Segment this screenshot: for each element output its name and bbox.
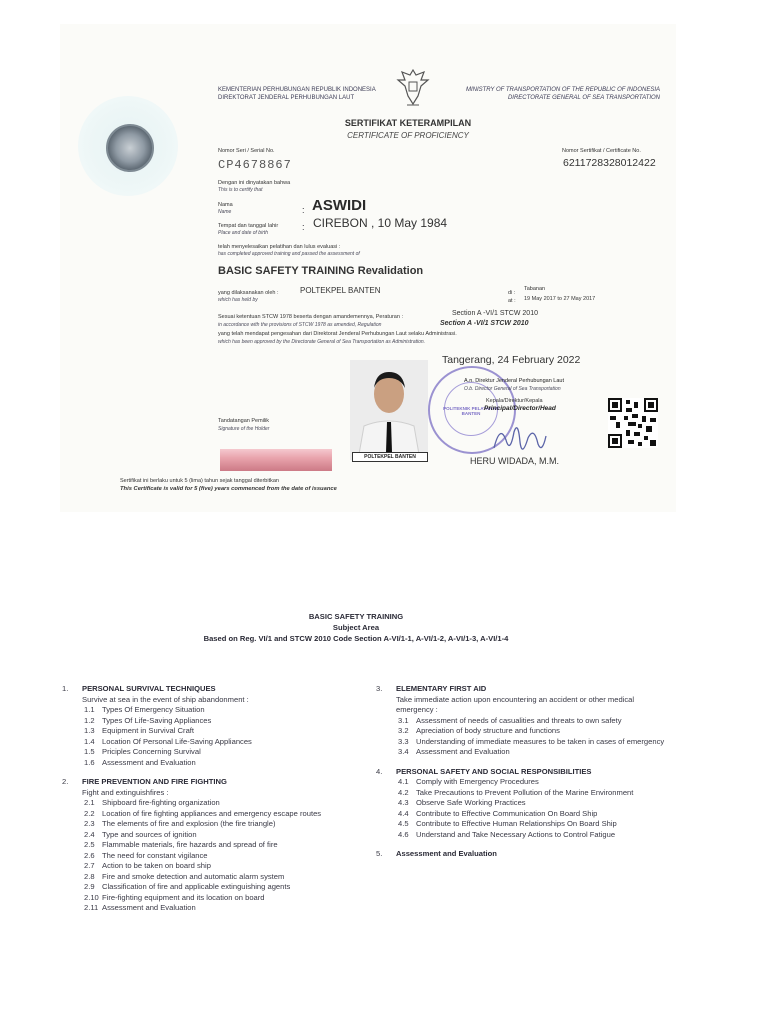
list-item: [376, 819, 668, 830]
certify-id: Dengan ini dinyatakan bahwa: [218, 180, 291, 186]
validity-id: Sertifikat ini berlaku untuk 5 (lima) tahun sejak tanggal diterbitkan: [120, 478, 279, 484]
section-heading: [62, 684, 362, 695]
period-label: at :: [508, 298, 516, 304]
serial-label: Nomor Seri / Serial No.: [218, 148, 275, 154]
at-value: Tabanan: [524, 286, 546, 292]
security-strip: [220, 449, 332, 471]
syllabus-section: [376, 767, 668, 841]
directorate-id: DIREKTORAT JENDERAL PERHUBUNGAN LAUT: [218, 95, 355, 101]
item-number: 3.1: [398, 715, 409, 725]
section-intro: Fight and extinguishfires :: [82, 787, 169, 797]
item-text: Type and sources of ignition: [102, 829, 197, 839]
list-item: [62, 726, 362, 737]
list-item: [62, 798, 362, 809]
list-item: [376, 737, 668, 748]
cert-no-label: Nomor Sertifikat / Certificate No.: [562, 148, 641, 154]
item-number: 2.7: [84, 861, 95, 870]
course-name: BASIC SAFETY TRAINING Revalidation: [218, 265, 424, 277]
section-heading: [376, 849, 668, 860]
list-item: [62, 851, 362, 862]
item-text: Fire-fighting equipment and its location on board: [102, 892, 265, 902]
completed-en: has completed approved training and passed the assessment of: [218, 251, 360, 257]
item-text: Understanding of immediate measures to be taken in cases of emergency: [416, 736, 665, 746]
approved-en: which has been approved by the Directorate General of Sea Transportation as Administration.: [218, 339, 426, 345]
syllabus-subtitle: Subject Area: [332, 623, 380, 632]
item-number: 4.1: [398, 777, 409, 786]
item-text: The need for constant vigilance: [102, 850, 208, 860]
section-heading-text: PERSONAL SURVIVAL TECHNIQUES: [82, 684, 216, 693]
item-number: 2.10: [84, 892, 99, 902]
item-number: 2.3: [84, 819, 95, 828]
item-text: Types Of Life-Saving Appliances: [102, 715, 212, 725]
item-number: 2.8: [84, 871, 95, 881]
certificate-number: 6211728328012422: [563, 157, 656, 169]
syllabus-section: [376, 849, 668, 860]
holder-name: ASWIDI: [312, 197, 367, 214]
certify-en: This is to certify that: [218, 187, 263, 193]
period-value: 19 May 2017 to 27 May 2017: [524, 296, 596, 302]
held-by-value: POLTEKPEL BANTEN: [300, 286, 381, 295]
holder-photo: [350, 360, 428, 460]
item-number: 2.11: [84, 903, 99, 912]
list-item: [376, 809, 668, 820]
item-text: Fire and smoke detection and automatic alarm system: [102, 871, 285, 881]
list-item: [62, 903, 362, 914]
item-text: Action to be taken on board ship: [102, 861, 211, 870]
item-number: 2.4: [84, 829, 95, 839]
certificate-title: SERTIFIKAT KETERAMPILAN: [344, 118, 472, 128]
item-text: Classification of fire and applicable extinguishing agents: [102, 882, 291, 891]
item-text: Contribute to Effective Human Relationships On Board Ship: [416, 819, 617, 828]
list-item: [62, 737, 362, 748]
section-heading-text: FIRE PREVENTION AND FIRE FIGHTING: [82, 777, 227, 786]
held-by-label: yang dilaksanakan oleh :: [218, 290, 279, 296]
item-text: Equipment in Survival Craft: [102, 726, 195, 735]
section-intro: Take immediate action upon encountering an accident or other medical emergency :: [396, 694, 635, 714]
item-text: Types Of Emergency Situation: [102, 705, 205, 714]
sign-title-2: O.b. Director General of Sea Transportation: [464, 386, 561, 392]
item-number: 1.1: [84, 705, 95, 714]
list-item: [376, 716, 668, 727]
birth-label: Tempat dan tanggal lahir: [218, 223, 279, 229]
item-number: 3.3: [398, 736, 409, 746]
signer-name: HERU WIDADA, M.M.: [470, 456, 559, 466]
approved-id: yang telah mendapat pengesahan dari Direktorat Jenderal Perhubungan Laut selaku Administrasi.: [218, 331, 457, 337]
section-number: 3.: [376, 684, 383, 693]
sign-title-1: A.n. Direktur Jenderal Perhubungan Laut: [464, 378, 564, 384]
ministry-en: MINISTRY OF TRANSPORTATION OF THE REPUBLIC OF INDONESIA: [465, 87, 660, 93]
item-number: 4.6: [398, 829, 409, 839]
name-label: Nama: [218, 202, 233, 208]
section-heading-text: ELEMENTARY FIRST AID: [396, 684, 487, 693]
stcw-line-en: in accordance with the provisions of STCW 1978 as amended, Regulation: [218, 322, 382, 328]
certificate-subtitle: CERTIFICATE OF PROFICIENCY: [347, 131, 469, 140]
section-heading: [376, 767, 668, 778]
photo-tag: POLTEKPEL BANTEN: [352, 452, 428, 462]
list-item: [62, 872, 362, 883]
list-item: [62, 716, 362, 727]
section-number: 2.: [62, 777, 69, 786]
list-item: [376, 777, 668, 788]
validity-en: This Certificate is valid for 5 (five) years commenced from the date of issuance: [120, 486, 337, 492]
birth-place-date: CIREBON , 10 May 1984: [313, 216, 448, 230]
item-number: 2.2: [84, 808, 95, 818]
item-text: Assessment of needs of casualities and threats to own safety: [416, 715, 622, 725]
list-item: [62, 893, 362, 904]
name-label-en: Name: [218, 209, 232, 215]
birth-label-en: Place and date of birth: [218, 230, 269, 236]
item-number: 1.4: [84, 736, 95, 746]
item-text: Assessment and Evaluation: [102, 903, 196, 912]
item-text: Understand and Take Necessary Actions to Control Fatigue: [416, 829, 616, 839]
item-number: 2.9: [84, 882, 95, 891]
list-item: [62, 758, 362, 769]
hologram-seal: [78, 96, 178, 196]
qr-code-icon: [608, 398, 658, 448]
item-number: 1.6: [84, 757, 95, 767]
item-text: Comply with Emergency Procedures: [416, 777, 539, 786]
list-item: [376, 788, 668, 799]
list-item: [376, 830, 668, 841]
serial-number: CP4678867: [218, 158, 292, 172]
section-heading: [376, 684, 668, 695]
item-text: Priciples Concerning Survival: [102, 747, 201, 756]
item-text: Apreciation of body structure and functions: [416, 726, 560, 735]
issue-place-date: Tangerang, 24 February 2022: [442, 354, 581, 366]
item-number: 4.5: [398, 819, 409, 828]
stcw-line-id: Sesuai ketentuan STCW 1978 beserta dengan amandemennya, Peraturan :: [218, 314, 403, 320]
item-text: Location Of Personal Life-Saving Appliances: [102, 736, 252, 746]
list-item: [376, 798, 668, 809]
completed-id: telah menyelesaikan pelatihan dan lulus evaluasi :: [218, 244, 341, 250]
syllabus-left-column: [62, 684, 362, 923]
item-text: Flammable materials, fire hazards and spread of fire: [102, 840, 278, 849]
holder-sig-label: Tandatangan Pemilik: [218, 418, 270, 424]
item-text: Take Precautions to Prevent Pollution of the Marine Environment: [416, 787, 634, 797]
sign-title-4: Principal/Director/Head: [484, 405, 556, 412]
list-item: [62, 882, 362, 893]
item-number: 3.2: [398, 726, 409, 735]
list-item: [62, 819, 362, 830]
directorate-en: DIRECTORATE GENERAL OF SEA TRANSPORTATION: [507, 95, 660, 101]
syllabus-section: [62, 777, 362, 914]
sign-title-3: Kepala/Direktur/Kepala: [486, 398, 543, 404]
section-heading-text: PERSONAL SAFETY AND SOCIAL RESPONSIBILITIES: [396, 766, 592, 776]
item-text: Observe Safe Working Practices: [416, 798, 526, 807]
syllabus-right-column: [376, 684, 668, 869]
at-label: di :: [508, 290, 516, 296]
item-number: 2.5: [84, 840, 95, 849]
list-item: [376, 726, 668, 737]
item-text: The elements of fire and explosion (the fire triangle): [102, 819, 276, 828]
item-number: 1.3: [84, 726, 95, 735]
garuda-emblem-icon: [396, 66, 430, 108]
list-item: [376, 747, 668, 758]
item-number: 4.4: [398, 808, 409, 818]
syllabus-section: [376, 684, 668, 758]
holder-sig-label-en: Signature of the Holder: [218, 426, 270, 432]
list-item: [62, 705, 362, 716]
item-number: 2.6: [84, 850, 95, 860]
held-by-label-en: which has held by: [218, 297, 258, 303]
stcw-section-1: Section A -VI/1 STCW 2010: [452, 310, 538, 317]
stcw-section-2: Section A -VI/1 STCW 2010: [440, 320, 529, 327]
section-number: 4.: [376, 766, 383, 776]
syllabus-section: [62, 684, 362, 768]
item-text: Assessment and Evaluation: [416, 747, 510, 756]
list-item: [62, 809, 362, 820]
item-number: 4.2: [398, 787, 409, 797]
ministry-id: KEMENTERIAN PERHUBUNGAN REPUBLIK INDONESIA: [218, 87, 376, 93]
item-text: Assessment and Evaluation: [102, 757, 196, 767]
item-number: 4.3: [398, 798, 409, 807]
list-item: [62, 840, 362, 851]
section-number: 5.: [376, 849, 383, 858]
section-heading-text: Assessment and Evaluation: [396, 849, 497, 858]
section-heading: [62, 777, 362, 788]
item-text: Location of fire fighting appliances and emergency escape routes: [102, 808, 322, 818]
stamp-text: POLITEKNIK PELAYARAN BANTEN: [443, 406, 499, 416]
list-item: [62, 747, 362, 758]
item-number: 1.5: [84, 747, 95, 756]
item-text: Shipboard fire-fighting organization: [102, 798, 220, 807]
section-intro: Survive at sea in the event of ship abandonment :: [82, 694, 249, 704]
item-number: 1.2: [84, 715, 95, 725]
item-text: Contribute to Effective Communication On Board Ship: [416, 808, 598, 818]
section-number: 1.: [62, 684, 69, 693]
syllabus-title: BASIC SAFETY TRAINING: [308, 612, 404, 621]
syllabus-basis: Based on Reg. VI/1 and STCW 2010 Code Section A-VI/1-1, A-VI/1-2, A-VI/1-3, A-VI/1-4: [203, 634, 509, 643]
item-number: 3.4: [398, 747, 409, 756]
list-item: [62, 861, 362, 872]
item-number: 2.1: [84, 798, 95, 807]
list-item: [62, 830, 362, 841]
